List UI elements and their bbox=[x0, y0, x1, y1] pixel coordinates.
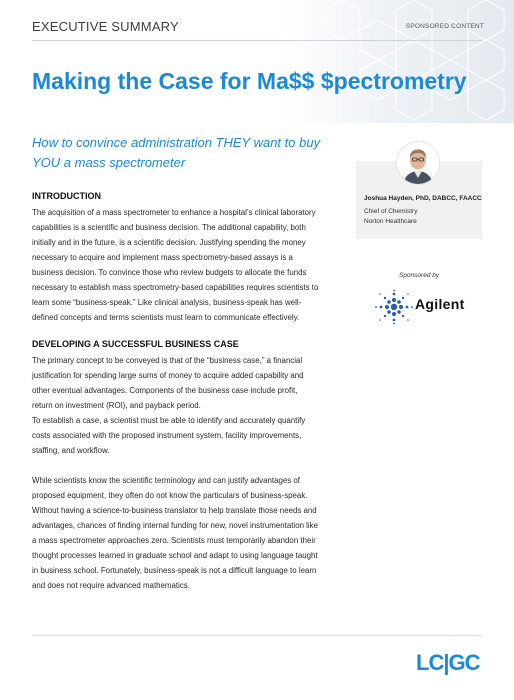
author-avatar bbox=[396, 141, 440, 185]
agilent-logo-text: Agilent bbox=[415, 296, 465, 312]
spacer bbox=[32, 458, 319, 473]
paragraph-business-case-3: While scientists know the scientific terminology and can justify advantages of proposed equipment, they often do not know the particulars of business-speak. Without having a science-to-business translator to help translate those needs and advantages, chances of finding internal funding for new, novel instrumentation like a mass spectrometer approaches zero. Scientists must temporarily abandon their thought processes learned in graduate school and adapt to using language taught in business school. Fortunately, business-speak is not a difficult language to learn and does not require advanced mathematics. bbox=[32, 476, 318, 590]
section-heading-business-case: DEVELOPING A SUCCESSFUL BUSINESS CASE bbox=[32, 339, 239, 349]
section-heading-introduction: INTRODUCTION bbox=[32, 191, 101, 201]
author-organization: Norton Healthcare bbox=[364, 218, 417, 225]
author-photo-icon bbox=[397, 142, 439, 184]
sponsored-by-label: Sponsored by bbox=[399, 272, 440, 279]
agilent-spark-icon bbox=[374, 289, 414, 325]
footer-divider bbox=[32, 635, 482, 636]
page-title: Making the Case for Ma$$ $pectrometry bbox=[32, 68, 467, 94]
author-name: Joshua Hayden, PhD, DABCC, FAACC bbox=[364, 195, 482, 202]
author-role: Chief of Chemistry bbox=[364, 208, 418, 215]
spacer bbox=[32, 325, 319, 337]
section-label: EXECUTIVE SUMMARY bbox=[32, 19, 179, 34]
page-subtitle: How to convince administration THEY want to buy YOU a mass spectrometer bbox=[32, 135, 321, 170]
paragraph-business-case-2: To establish a case, a scientist must be able to identify and accurately quantify costs associated with the proposed instrument system, facility improvements, staffing, and workflow. bbox=[32, 416, 306, 455]
paragraph-business-case-1: The primary concept to be conveyed is that of the “business case,” a financial justification for spending large sums of money to acquire added capability and other eventual advantages. Components of the business case include profit, return on investment (ROI), and payback period. bbox=[32, 356, 304, 410]
lcgc-logo bbox=[416, 649, 482, 675]
article-body bbox=[32, 189, 319, 593]
hexagon-pattern bbox=[284, 0, 514, 123]
sponsored-content-label: SPONSORED CONTENT bbox=[405, 23, 484, 30]
header-divider bbox=[32, 40, 482, 41]
lcgc-logo-text: LC|GC bbox=[416, 650, 480, 675]
paragraph-introduction: The acquisition of a mass spectrometer to enhance a hospital’s clinical laboratory capabilities is a scientific and business decision. The additional capability, both initially and in the future, is a scientific decision. Justifying spending the money necessary to acquire and implement mass spectrometry-based assays is a business decision. To convince those who review budgets to allocate the funds necessary to establish mass spectrometry-based capabilities requires scientists to learn some “business-speak.” Like clinical analysis, business-speak has well-defined concepts and terms scientists must learn to communicate effectively. bbox=[32, 208, 319, 322]
